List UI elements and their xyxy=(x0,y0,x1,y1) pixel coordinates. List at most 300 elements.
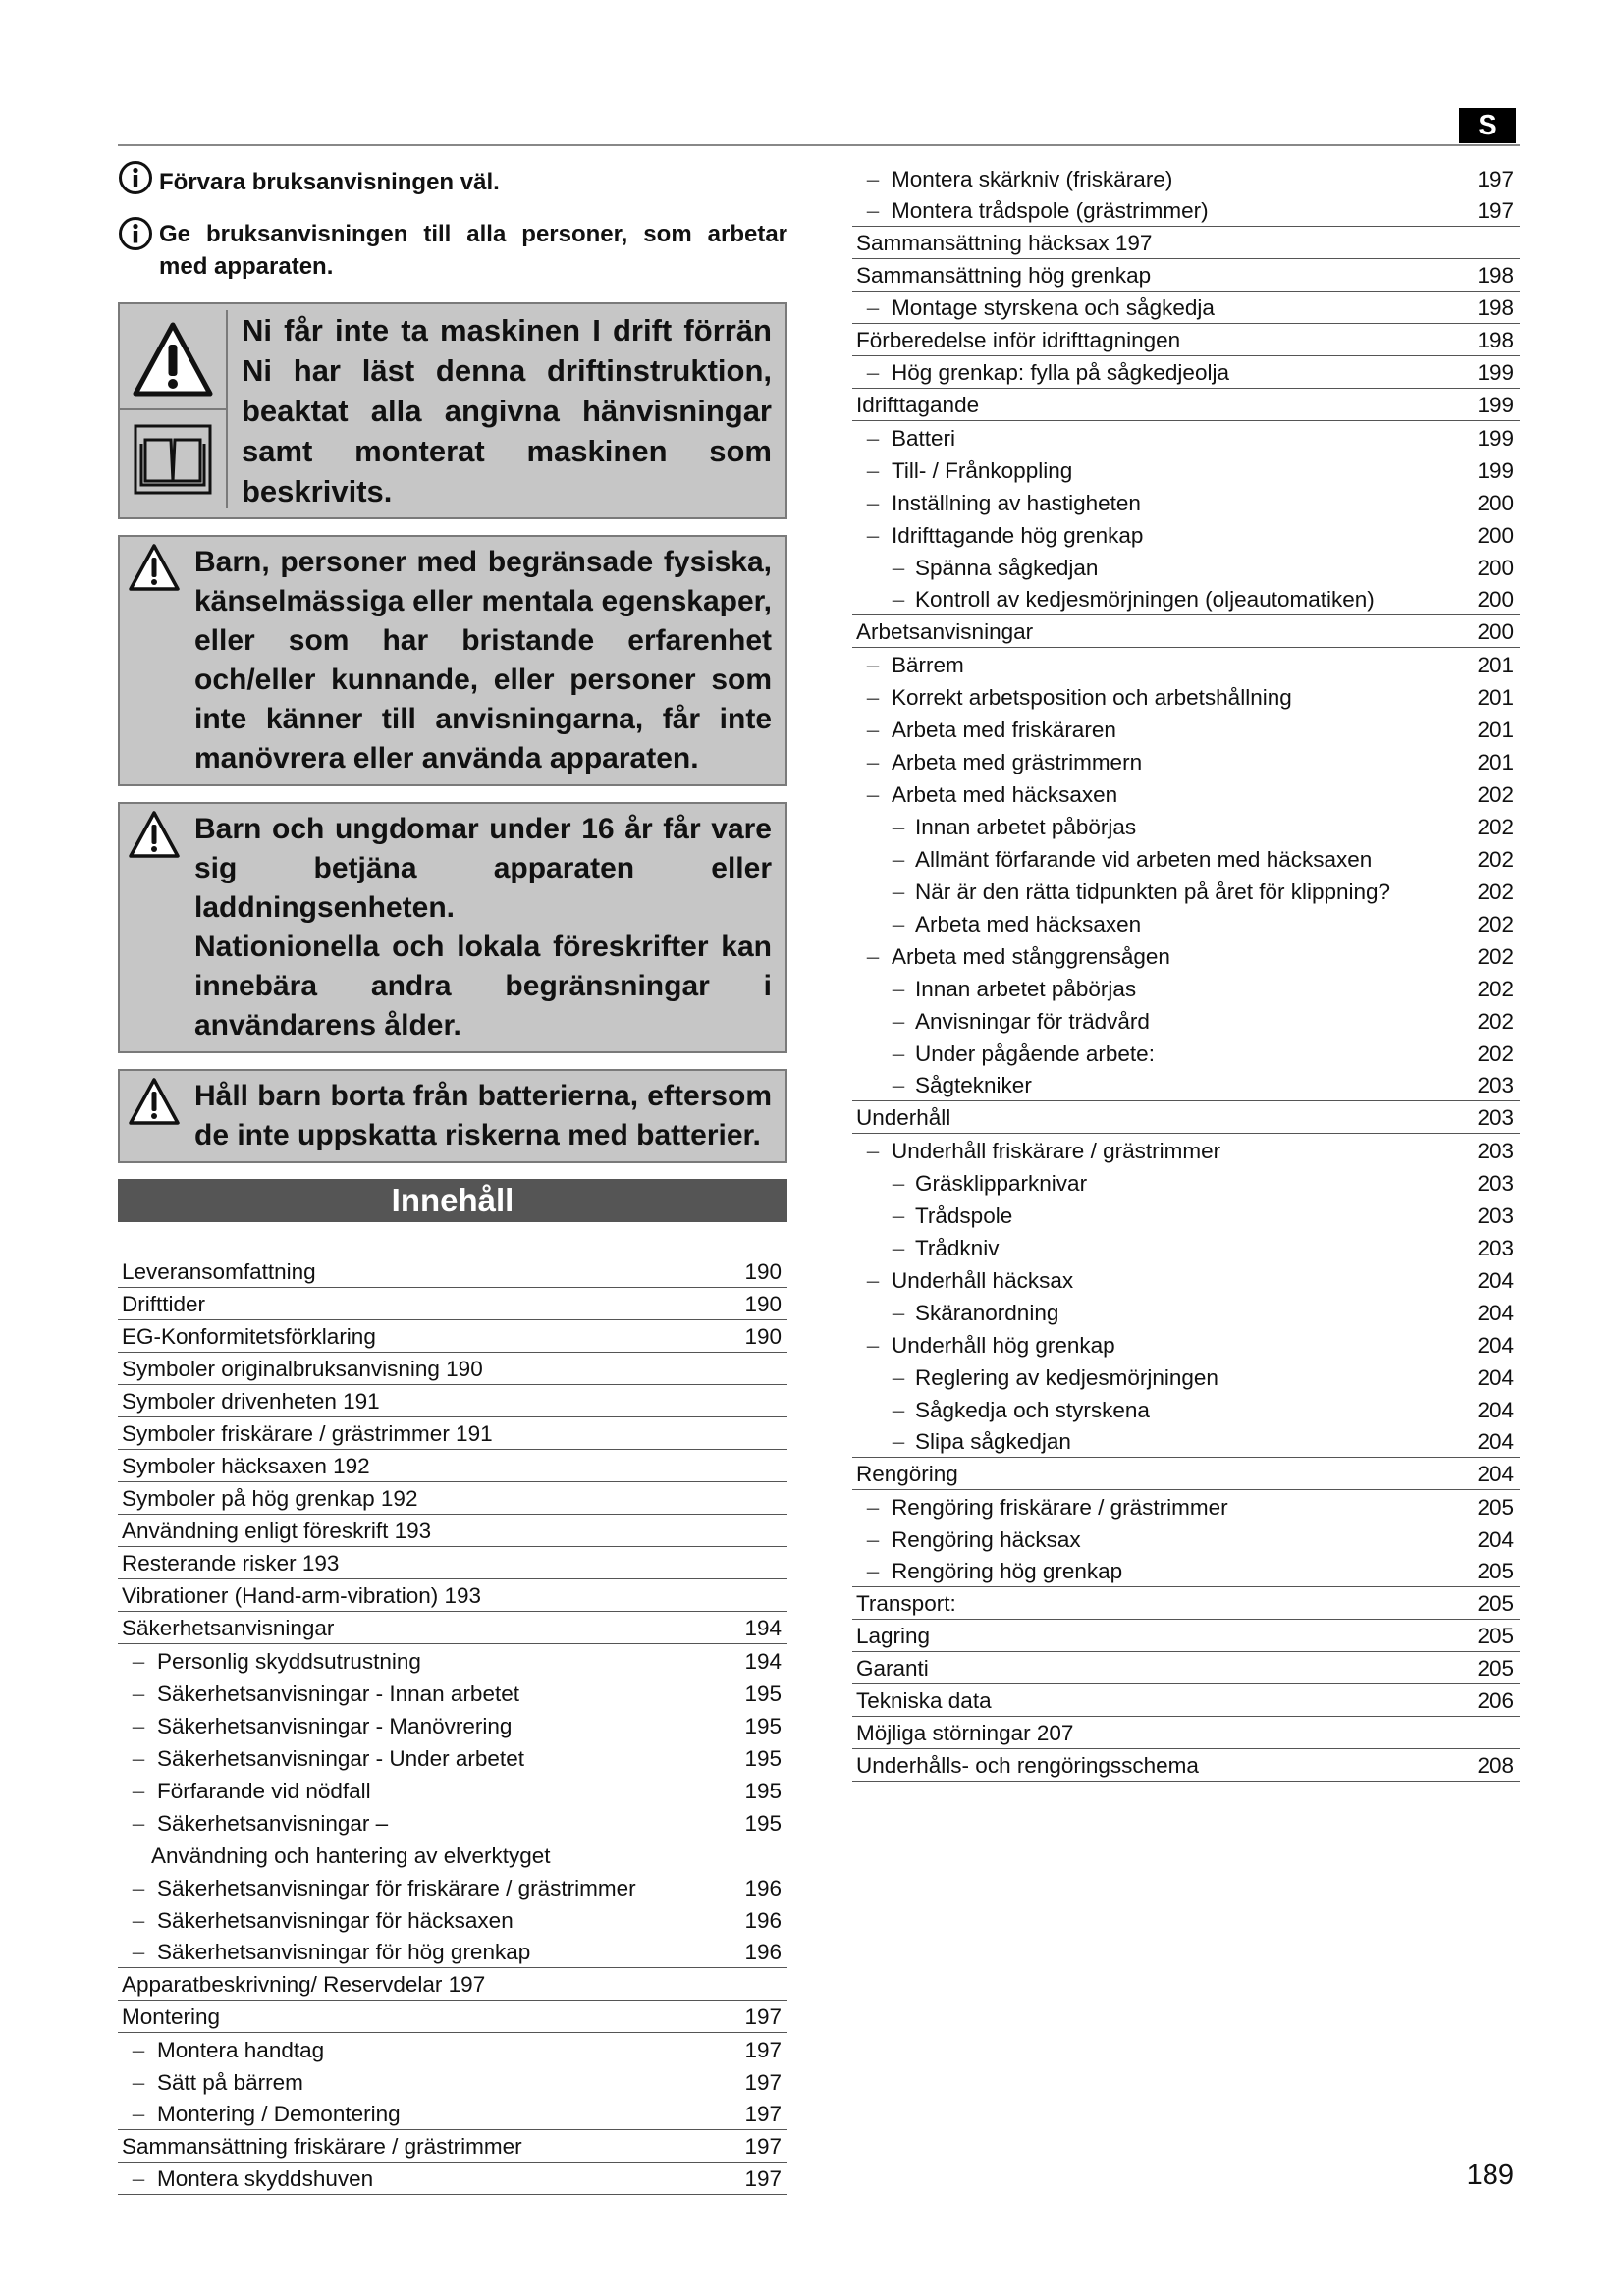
toc-entry[interactable] xyxy=(118,1677,787,1709)
note-keep-manual xyxy=(118,162,787,198)
toc-dash: – xyxy=(866,782,880,807)
toc-entry-label: Kontroll av kedjesmörjningen (oljeautomatiken) xyxy=(915,587,1375,612)
toc-entry[interactable] xyxy=(118,1903,787,1936)
toc-entry-label: Montage styrskena och sågkedja xyxy=(892,295,1215,320)
toc-entry-page: 202 xyxy=(1477,977,1514,1001)
toc-entry[interactable] xyxy=(852,615,1520,648)
toc-entry-label: Montering xyxy=(122,2004,221,2029)
toc-dash: – xyxy=(866,198,880,223)
toc-entry-page: 197 xyxy=(744,2004,782,2029)
warning-children xyxy=(118,535,787,786)
toc-entry-label: Till- / Frånkoppling xyxy=(892,458,1073,483)
toc-entry[interactable] xyxy=(852,972,1520,1004)
toc-entry[interactable] xyxy=(852,1037,1520,1069)
toc-entry-page: 199 xyxy=(1477,360,1514,385)
warning-icon-wrap xyxy=(128,810,185,864)
toc-entry-label: Rengöring häcksax xyxy=(892,1527,1081,1552)
toc-dash: – xyxy=(892,1203,905,1228)
toc-entry-label: Rengöring xyxy=(856,1462,958,1486)
toc-entry-page: 205 xyxy=(1477,1624,1514,1648)
toc-entry[interactable] xyxy=(118,2065,787,2098)
toc-entry[interactable] xyxy=(118,2163,787,2195)
toc-entry-page: 197 xyxy=(744,2134,782,2159)
toc-left-list xyxy=(118,1255,787,2195)
toc-entry[interactable] xyxy=(852,1555,1520,1587)
toc-entry-label: Slipa sågkedjan xyxy=(915,1429,1071,1454)
warning-triangle-icon xyxy=(128,1077,181,1126)
toc-entry-page: 202 xyxy=(1477,880,1514,904)
toc-entry[interactable] xyxy=(118,1450,787,1482)
toc-entry-label: Innan arbetet påbörjas xyxy=(915,977,1137,1001)
note-text: Ge bruksanvisningen till alla personer, som arbetar med apparaten. xyxy=(159,221,787,280)
warning-triangle-icon xyxy=(128,810,181,859)
toc-entry[interactable] xyxy=(852,162,1520,194)
toc-entry-page: 195 xyxy=(744,1714,782,1738)
toc-entry-page: 199 xyxy=(1477,426,1514,451)
warning-line: Nationionella och lokala föreskrifter kan innebära andra begränsningar i användarens ålder. xyxy=(194,931,772,1041)
toc-entry-page: 201 xyxy=(1477,653,1514,677)
toc-right-list xyxy=(852,162,1520,1782)
toc-entry-label: Symboler på hög grenkap 192 xyxy=(122,1486,418,1511)
toc-dash: – xyxy=(866,1495,880,1520)
toc-dash: – xyxy=(866,458,880,483)
toc-entry[interactable] xyxy=(852,875,1520,907)
info-icon xyxy=(118,160,153,195)
toc-entry-label: Möjliga störningar 207 xyxy=(856,1721,1074,1745)
toc-entry[interactable] xyxy=(852,1101,1520,1134)
toc-entry[interactable] xyxy=(852,583,1520,615)
toc-entry-label: Anvisningar för trädvård xyxy=(915,1009,1150,1034)
toc-entry-label: Personlig skyddsutrustning xyxy=(157,1649,421,1674)
toc-entry-page: 208 xyxy=(1477,1753,1514,1778)
toc-entry[interactable] xyxy=(118,1936,787,1968)
toc-entry[interactable] xyxy=(852,1393,1520,1425)
toc-entry-label: Montera skyddshuven xyxy=(157,2166,374,2191)
toc-entry[interactable] xyxy=(852,648,1520,680)
toc-entry-page: 198 xyxy=(1477,328,1514,352)
toc-dash: – xyxy=(132,1908,145,1933)
toc-entry-label: Bärrem xyxy=(892,653,964,677)
toc-entry[interactable] xyxy=(118,1839,787,1871)
toc-entry[interactable] xyxy=(852,486,1520,518)
toc-entry-label: Allmänt förfarande vid arbeten med häcksaxen xyxy=(915,847,1373,872)
toc-entry-page: 190 xyxy=(744,1259,782,1284)
toc-entry-page: 203 xyxy=(1477,1105,1514,1130)
toc-dash: – xyxy=(866,491,880,515)
toc-entry-page: 190 xyxy=(744,1292,782,1316)
toc-entry-label: Symboler häcksaxen 192 xyxy=(122,1454,370,1478)
toc-entry-page: 195 xyxy=(744,1779,782,1803)
toc-entry-label: Skäranordning xyxy=(915,1301,1059,1325)
warning-triangle-icon xyxy=(132,321,214,398)
toc-entry[interactable] xyxy=(852,389,1520,421)
toc-entry-page: 203 xyxy=(1477,1236,1514,1260)
toc-entry-page: 196 xyxy=(744,1908,782,1933)
toc-dash: – xyxy=(866,1527,880,1552)
toc-dash: – xyxy=(892,1171,905,1196)
toc-entry[interactable] xyxy=(118,1741,787,1774)
toc-dash: – xyxy=(866,426,880,451)
toc-entry-label: Transport: xyxy=(856,1591,956,1616)
toc-entry[interactable] xyxy=(118,1579,787,1612)
warning-triangle-icon xyxy=(128,543,181,592)
toc-entry-label: Arbetsanvisningar xyxy=(856,619,1034,644)
toc-entry[interactable] xyxy=(852,1749,1520,1782)
toc-entry-label: Säkerhetsanvisningar xyxy=(122,1616,335,1640)
right-column xyxy=(852,162,1520,1782)
toc-entry-label: Underhåll xyxy=(856,1105,951,1130)
toc-entry-page: 197 xyxy=(744,2070,782,2095)
toc-entry[interactable] xyxy=(852,1522,1520,1555)
toc-entry-label: EG-Konformitetsförklaring xyxy=(122,1324,376,1349)
toc-dash: – xyxy=(866,295,880,320)
toc-dash: – xyxy=(892,847,905,872)
toc-entry[interactable] xyxy=(852,324,1520,356)
toc-entry-label: Säkerhetsanvisningar för friskärare / grästrimmer xyxy=(157,1876,636,1900)
toc-entry-label: Underhålls- och rengöringsschema xyxy=(856,1753,1199,1778)
toc-entry-label: Säkerhetsanvisningar - Manövrering xyxy=(157,1714,513,1738)
toc-entry-page: 194 xyxy=(744,1616,782,1640)
note-text: Förvara bruksanvisningen väl. xyxy=(159,169,500,195)
toc-dash: – xyxy=(892,1041,905,1066)
toc-dash: – xyxy=(132,2070,145,2095)
toc-entry[interactable] xyxy=(852,1263,1520,1296)
toc-entry[interactable] xyxy=(852,518,1520,551)
toc-dash: – xyxy=(892,1398,905,1422)
warning-text xyxy=(194,810,772,1045)
warning-icons xyxy=(120,310,228,508)
toc-entry-label: Vibrationer (Hand-arm-vibration) 193 xyxy=(122,1583,481,1608)
toc-entry[interactable] xyxy=(852,1361,1520,1393)
info-icon xyxy=(118,216,153,251)
toc-entry-page: 201 xyxy=(1477,750,1514,774)
note-share-manual xyxy=(118,218,787,283)
toc-entry-label: När är den rätta tidpunkten på året för klippning? xyxy=(915,880,1391,904)
warning-text: Håll barn borta från batterierna, eftersom de inte uppskatta riskerna med batterier. xyxy=(194,1080,772,1151)
toc-entry-label: Underhåll friskärare / grästrimmer xyxy=(892,1139,1221,1163)
toc-entry[interactable] xyxy=(852,1296,1520,1328)
toc-dash: – xyxy=(132,1811,145,1836)
warning-icon-wrap xyxy=(128,543,185,597)
toc-entry-label: Idrifttagande hög grenkap xyxy=(892,523,1144,548)
toc-dash: – xyxy=(132,1649,145,1674)
toc-entry-page: 204 xyxy=(1477,1268,1514,1293)
toc-entry-page: 196 xyxy=(744,1876,782,1900)
toc-entry-label: Garanti xyxy=(856,1656,929,1681)
toc-entry[interactable] xyxy=(852,745,1520,777)
toc-dash: – xyxy=(892,977,905,1001)
toc-entry-page: 205 xyxy=(1477,1559,1514,1583)
toc-dash: – xyxy=(132,1940,145,1964)
toc-entry[interactable] xyxy=(852,1684,1520,1717)
toc-entry-page: 204 xyxy=(1477,1527,1514,1552)
toc-entry[interactable] xyxy=(852,454,1520,486)
toc-entry-label: Tekniska data xyxy=(856,1688,992,1713)
toc-entry-page: 205 xyxy=(1477,1656,1514,1681)
toc-entry-page: 198 xyxy=(1477,263,1514,288)
toc-entry[interactable] xyxy=(118,1288,787,1320)
toc-entry[interactable] xyxy=(118,2098,787,2130)
toc-entry-page: 204 xyxy=(1477,1365,1514,1390)
toc-entry-page: 204 xyxy=(1477,1429,1514,1454)
toc-entry[interactable] xyxy=(852,1069,1520,1101)
toc-entry[interactable] xyxy=(118,2130,787,2163)
toc-entry-label: Säkerhetsanvisningar - Under arbetet xyxy=(157,1746,524,1771)
toc-entry[interactable] xyxy=(852,680,1520,713)
toc-entry[interactable] xyxy=(118,1482,787,1515)
toc-entry[interactable] xyxy=(852,1490,1520,1522)
toc-entry[interactable] xyxy=(118,1353,787,1385)
toc-entry-label: Underhåll hög grenkap xyxy=(892,1333,1115,1358)
toc-entry-label: Säkerhetsanvisningar för häcksaxen xyxy=(157,1908,514,1933)
toc-dash: – xyxy=(892,1301,905,1325)
toc-entry-label: Underhåll häcksax xyxy=(892,1268,1074,1293)
toc-dash: – xyxy=(892,556,905,580)
toc-dash: – xyxy=(892,815,905,839)
toc-entry-label: Trådspole xyxy=(915,1203,1013,1228)
toc-entry-page: 196 xyxy=(744,1940,782,1964)
toc-entry-page: 200 xyxy=(1477,619,1514,644)
toc-entry[interactable] xyxy=(852,194,1520,227)
toc-entry-label: Säkerhetsanvisningar för hög grenkap xyxy=(157,1940,531,1964)
toc-entry[interactable] xyxy=(118,1385,787,1417)
toc-entry[interactable] xyxy=(118,2001,787,2033)
toc-entry-label: Under pågående arbete: xyxy=(915,1041,1155,1066)
toc-entry-label: Säkerhetsanvisningar – xyxy=(157,1811,389,1836)
toc-entry-page: 205 xyxy=(1477,1591,1514,1616)
toc-entry-label: Symboler friskärare / grästrimmer 191 xyxy=(122,1421,493,1446)
left-column xyxy=(118,162,787,2195)
toc-entry-page: 195 xyxy=(744,1682,782,1706)
toc-dash: – xyxy=(132,1714,145,1738)
toc-entry[interactable] xyxy=(852,1166,1520,1199)
toc-entry[interactable] xyxy=(852,551,1520,583)
toc-dash: – xyxy=(866,685,880,710)
toc-entry-page: 200 xyxy=(1477,491,1514,515)
toc-entry[interactable] xyxy=(852,292,1520,324)
toc-entry-label: Rengöring hög grenkap xyxy=(892,1559,1123,1583)
toc-entry[interactable] xyxy=(852,1652,1520,1684)
toc-dash: – xyxy=(866,523,880,548)
toc-entry-page: 194 xyxy=(744,1649,782,1674)
toc-entry-label: Användning och hantering av elverktyget xyxy=(151,1843,551,1868)
toc-entry[interactable] xyxy=(118,1417,787,1450)
toc-entry-page: 204 xyxy=(1477,1398,1514,1422)
toc-dash: – xyxy=(892,1236,905,1260)
toc-entry-label: Rengöring friskärare / grästrimmer xyxy=(892,1495,1228,1520)
toc-entry-page: 200 xyxy=(1477,523,1514,548)
warning-text: Ni får inte ta maskinen I drift förrän Ni har läst denna driftinstruktion, beaktat alla angivna hänvisningar samt monterat maskinen som beskrivits. xyxy=(242,313,772,508)
toc-entry[interactable] xyxy=(118,1871,787,1903)
warning-line: Barn och ungdomar under 16 år får vare sig betjäna apparaten eller laddningsenheten. xyxy=(194,813,772,924)
toc-entry-page: 200 xyxy=(1477,556,1514,580)
toc-entry-page: 203 xyxy=(1477,1139,1514,1163)
toc-entry-label: Förfarande vid nödfall xyxy=(157,1779,371,1803)
toc-entry-label: Säkerhetsanvisningar - Innan arbetet xyxy=(157,1682,519,1706)
toc-entry-page: 202 xyxy=(1477,815,1514,839)
toc-entry[interactable] xyxy=(852,1199,1520,1231)
toc-entry[interactable] xyxy=(852,356,1520,389)
toc-entry-page: 199 xyxy=(1477,458,1514,483)
toc-entry[interactable] xyxy=(852,1231,1520,1263)
toc-entry[interactable] xyxy=(118,1255,787,1288)
toc-entry-page: 202 xyxy=(1477,912,1514,936)
toc-entry[interactable] xyxy=(118,1547,787,1579)
toc-title: Innehåll xyxy=(118,1179,787,1222)
toc-dash: – xyxy=(892,1073,905,1097)
toc-entry-label: Sammansättning häcksax 197 xyxy=(856,231,1153,255)
toc-dash: – xyxy=(866,750,880,774)
toc-dash: – xyxy=(132,2166,145,2191)
toc-entry[interactable] xyxy=(852,939,1520,972)
toc-entry-label: Förberedelse inför idrifttagningen xyxy=(856,328,1181,352)
warning-youth xyxy=(118,802,787,1053)
toc-entry-page: 206 xyxy=(1477,1688,1514,1713)
toc-entry-label: Arbeta med häcksaxen xyxy=(915,912,1142,936)
toc-dash: – xyxy=(892,912,905,936)
toc-dash: – xyxy=(892,1009,905,1034)
toc-entry-page: 202 xyxy=(1477,847,1514,872)
toc-dash: – xyxy=(132,1779,145,1803)
toc-entry[interactable] xyxy=(852,1458,1520,1490)
toc-entry-label: Batteri xyxy=(892,426,956,451)
toc-entry-page: 201 xyxy=(1477,685,1514,710)
toc-dash: – xyxy=(132,1682,145,1706)
toc-entry-page: 205 xyxy=(1477,1495,1514,1520)
toc-entry-label: Sammansättning hög grenkap xyxy=(856,263,1152,288)
toc-entry[interactable] xyxy=(852,1425,1520,1458)
toc-entry-page: 190 xyxy=(744,1324,782,1349)
toc-entry-page: 204 xyxy=(1477,1301,1514,1325)
toc-entry-page: 202 xyxy=(1477,782,1514,807)
toc-entry[interactable] xyxy=(118,1709,787,1741)
header-rule xyxy=(118,144,1520,146)
toc-entry[interactable] xyxy=(852,810,1520,842)
toc-entry-label: Hög grenkap: fylla på sågkedjeolja xyxy=(892,360,1229,385)
toc-dash: – xyxy=(866,944,880,969)
toc-entry[interactable] xyxy=(852,1328,1520,1361)
toc-entry-label: Användning enligt föreskrift 193 xyxy=(122,1519,432,1543)
toc-entry-page: 203 xyxy=(1477,1073,1514,1097)
toc-entry-label: Arbeta med grästrimmern xyxy=(892,750,1143,774)
toc-dash: – xyxy=(132,2102,145,2126)
toc-entry-label: Reglering av kedjesmörjningen xyxy=(915,1365,1218,1390)
warning-icon-wrap xyxy=(128,1077,185,1131)
toc-dash: – xyxy=(892,1429,905,1454)
toc-entry-label: Sammansättning friskärare / grästrimmer xyxy=(122,2134,522,2159)
toc-entry-page: 202 xyxy=(1477,1009,1514,1034)
toc-entry[interactable] xyxy=(852,1717,1520,1749)
toc-entry[interactable] xyxy=(852,907,1520,939)
toc-entry-label: Sätt på bärrem xyxy=(157,2070,303,2095)
toc-entry-label: Montera skärkniv (friskärare) xyxy=(892,167,1173,191)
toc-entry-page: 202 xyxy=(1477,944,1514,969)
toc-dash: – xyxy=(132,1876,145,1900)
toc-entry[interactable] xyxy=(852,1620,1520,1652)
toc-entry-label: Inställning av hastigheten xyxy=(892,491,1141,515)
toc-entry-label: Symboler originalbruksanvisning 190 xyxy=(122,1357,483,1381)
toc-entry[interactable] xyxy=(118,1644,787,1677)
toc-entry-page: 202 xyxy=(1477,1041,1514,1066)
toc-entry-page: 203 xyxy=(1477,1203,1514,1228)
toc-entry-label: Arbeta med häcksaxen xyxy=(892,782,1118,807)
toc-entry[interactable] xyxy=(118,2033,787,2065)
toc-entry[interactable] xyxy=(118,1320,787,1353)
toc-entry-label: Trådkniv xyxy=(915,1236,1000,1260)
toc-entry[interactable] xyxy=(852,713,1520,745)
toc-entry-label: Sågtekniker xyxy=(915,1073,1032,1097)
toc-entry[interactable] xyxy=(852,1004,1520,1037)
toc-entry[interactable] xyxy=(852,777,1520,810)
toc-entry[interactable] xyxy=(852,259,1520,292)
toc-entry-label: Drifttider xyxy=(122,1292,206,1316)
read-manual-book-icon xyxy=(132,422,214,497)
toc-dash: – xyxy=(132,2038,145,2062)
toc-entry-page: 197 xyxy=(744,2166,782,2191)
toc-entry-page: 200 xyxy=(1477,587,1514,612)
toc-entry-page: 204 xyxy=(1477,1462,1514,1486)
toc-entry-label: Apparatbeskrivning/ Reservdelar 197 xyxy=(122,1972,486,1997)
toc-entry[interactable] xyxy=(852,227,1520,259)
toc-entry-page: 201 xyxy=(1477,718,1514,742)
toc-entry[interactable] xyxy=(852,1587,1520,1620)
toc-dash: – xyxy=(866,718,880,742)
toc-entry-page: 197 xyxy=(1477,167,1514,191)
toc-entry-page: 195 xyxy=(744,1811,782,1836)
toc-entry-page: 197 xyxy=(1477,198,1514,223)
toc-entry[interactable] xyxy=(118,1612,787,1644)
toc-entry[interactable] xyxy=(118,1515,787,1547)
toc-dash: – xyxy=(866,1333,880,1358)
warning-read-manual xyxy=(118,302,787,519)
toc-dash: – xyxy=(892,1365,905,1390)
toc-entry-label: Leveransomfattning xyxy=(122,1259,316,1284)
toc-dash: – xyxy=(866,360,880,385)
toc-entry-label: Montera trådspole (grästrimmer) xyxy=(892,198,1209,223)
warning-text: Barn, personer med begränsade fysiska, känselmässiga eller mentala egenskaper, eller som har bristande erfarenhet och/eller kunnande, eller personer som inte känner till anvisningarna, får inte manövrera eller använda apparaten. xyxy=(194,546,772,774)
toc-dash: – xyxy=(866,1559,880,1583)
language-badge: S xyxy=(1459,108,1516,143)
toc-entry-label: Arbeta med friskäraren xyxy=(892,718,1116,742)
toc-entry-label: Gräsklipparknivar xyxy=(915,1171,1088,1196)
toc-entry-label: Montera handtag xyxy=(157,2038,325,2062)
toc-entry-label: Spänna sågkedjan xyxy=(915,556,1099,580)
toc-entry-label: Idrifttagande xyxy=(856,393,980,417)
toc-dash: – xyxy=(866,1268,880,1293)
toc-dash: – xyxy=(866,653,880,677)
toc-entry[interactable] xyxy=(118,1774,787,1806)
toc-entry-label: Korrekt arbetsposition och arbetshållning xyxy=(892,685,1292,710)
toc-entry[interactable] xyxy=(118,1968,787,2001)
toc-entry[interactable] xyxy=(852,1134,1520,1166)
toc-dash: – xyxy=(132,1746,145,1771)
toc-dash: – xyxy=(866,1139,880,1163)
toc-entry[interactable] xyxy=(852,421,1520,454)
toc-entry[interactable] xyxy=(118,1806,787,1839)
toc-entry-label: Sågkedja och styrskena xyxy=(915,1398,1150,1422)
toc-entry-page: 204 xyxy=(1477,1333,1514,1358)
toc-dash: – xyxy=(892,880,905,904)
toc-dash: – xyxy=(866,167,880,191)
toc-entry[interactable] xyxy=(852,842,1520,875)
toc-entry-label: Arbeta med stånggrensågen xyxy=(892,944,1170,969)
toc-entry-label: Symboler drivenheten 191 xyxy=(122,1389,380,1414)
toc-dash: – xyxy=(892,587,905,612)
toc-entry-page: 198 xyxy=(1477,295,1514,320)
toc-entry-label: Resterande risker 193 xyxy=(122,1551,340,1575)
page-number: 189 xyxy=(1466,2160,1514,2191)
toc-entry-page: 195 xyxy=(744,1746,782,1771)
